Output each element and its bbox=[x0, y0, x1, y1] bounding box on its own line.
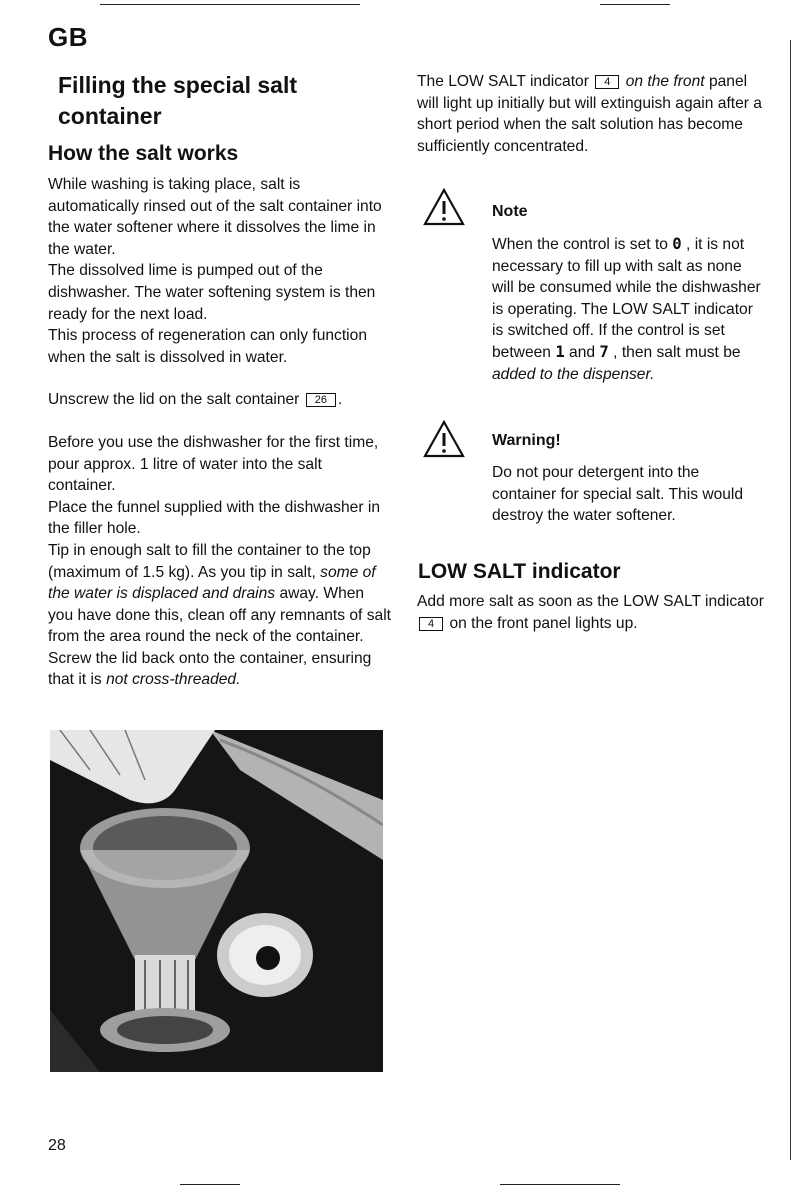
paragraph-low-salt-intro bbox=[417, 71, 765, 157]
note-and: and bbox=[569, 343, 596, 361]
intro-text-b: on the front bbox=[625, 73, 705, 90]
low-text-a: Add more salt as soon as the LOW SALT indicator bbox=[417, 593, 764, 610]
paragraph-funnel: Place the funnel supplied with the dishwasher in the filler hole. bbox=[48, 498, 381, 538]
note-text-c: , then salt must be bbox=[613, 343, 741, 361]
bottom-rule-2 bbox=[500, 1184, 620, 1185]
tip-text-c: away. When you have done this, clean off any remnants of salt from the area round the neck of the container. Screw the lid back onto the container, ensuring that it is bbox=[48, 585, 391, 689]
control-position-7: 7 bbox=[599, 342, 609, 361]
page-number: 28 bbox=[48, 1137, 66, 1154]
funnel-illustration bbox=[50, 730, 383, 1072]
control-position-1: 1 bbox=[555, 342, 565, 361]
tip-text-b: some of the water is displaced and drains bbox=[48, 563, 376, 603]
figure-ref-4-low: 4 bbox=[419, 617, 443, 631]
warning-icon bbox=[423, 420, 465, 458]
paragraph-how-2: The dissolved lime is pumped out of the dishwasher. The water softening system is then ready for the next load. bbox=[48, 262, 376, 323]
intro-text-c: panel will light up initially but will extinguish again after a short period when the salt solution has become sufficiently concentrated. bbox=[417, 73, 762, 155]
paragraph-low-salt bbox=[417, 591, 765, 634]
left-column-text bbox=[48, 174, 393, 691]
section-heading-low-salt: LOW SALT indicator bbox=[418, 560, 621, 583]
note-text-d: added to the dispenser. bbox=[492, 365, 655, 383]
unscrew-text: Unscrew the lid on the salt container bbox=[48, 391, 300, 409]
tip-text-a: Tip in enough salt to fill the container to the top (maximum of 1.5 kg). As you tip in salt, bbox=[48, 541, 371, 581]
paragraph-before-use: Before you use the dishwasher for the first time, pour approx. 1 litre of water into the salt container. bbox=[48, 433, 379, 495]
note-text-a: When the control is set to bbox=[492, 236, 668, 253]
note-warning-icon bbox=[423, 188, 465, 226]
top-rule-left bbox=[100, 4, 360, 5]
warning-heading: Warning! bbox=[492, 432, 561, 449]
right-intro bbox=[417, 71, 765, 157]
language-code: GB bbox=[48, 22, 88, 52]
note-text bbox=[492, 234, 762, 385]
figure-ref-4: 4 bbox=[595, 75, 619, 89]
salt-funnel-photo bbox=[50, 730, 383, 1072]
unscrew-end: . bbox=[337, 391, 343, 409]
paragraph-how-3: This process of regeneration can only function when the salt is dissolved in water. bbox=[48, 327, 367, 366]
paragraph-how-1: While washing is taking place, salt is automatically rinsed out of the salt container into the water softener where it dissolves the lime in the water. bbox=[48, 176, 382, 258]
note-heading: Note bbox=[492, 203, 528, 220]
paragraph-tip-salt bbox=[48, 540, 393, 691]
bottom-rule-1 bbox=[180, 1184, 240, 1185]
figure-ref-26: 26 bbox=[306, 393, 336, 407]
intro-text-a: The LOW SALT indicator bbox=[417, 73, 589, 90]
note-body bbox=[492, 234, 762, 385]
tip-text-d: not cross-threaded. bbox=[106, 671, 241, 689]
low-text-b: on the front panel lights up. bbox=[449, 614, 638, 632]
paragraph-unscrew bbox=[48, 389, 393, 411]
top-rule-right bbox=[600, 4, 670, 5]
low-salt-body bbox=[417, 591, 765, 634]
section-heading-how-salt-works: How the salt works bbox=[48, 142, 239, 165]
page-title: Filling the special salt container bbox=[58, 72, 298, 129]
warning-text: Do not pour detergent into the container for special salt. This would destroy the water softener. bbox=[492, 464, 744, 525]
control-position-0: 0 bbox=[672, 235, 682, 253]
note-text-b: , it is not necessary to fill up with salt as none will be consumed while the dishwasher is operating. The LOW SALT indicator is switched off. If the control is set between bbox=[492, 236, 761, 361]
right-edge-rule bbox=[790, 40, 791, 1160]
